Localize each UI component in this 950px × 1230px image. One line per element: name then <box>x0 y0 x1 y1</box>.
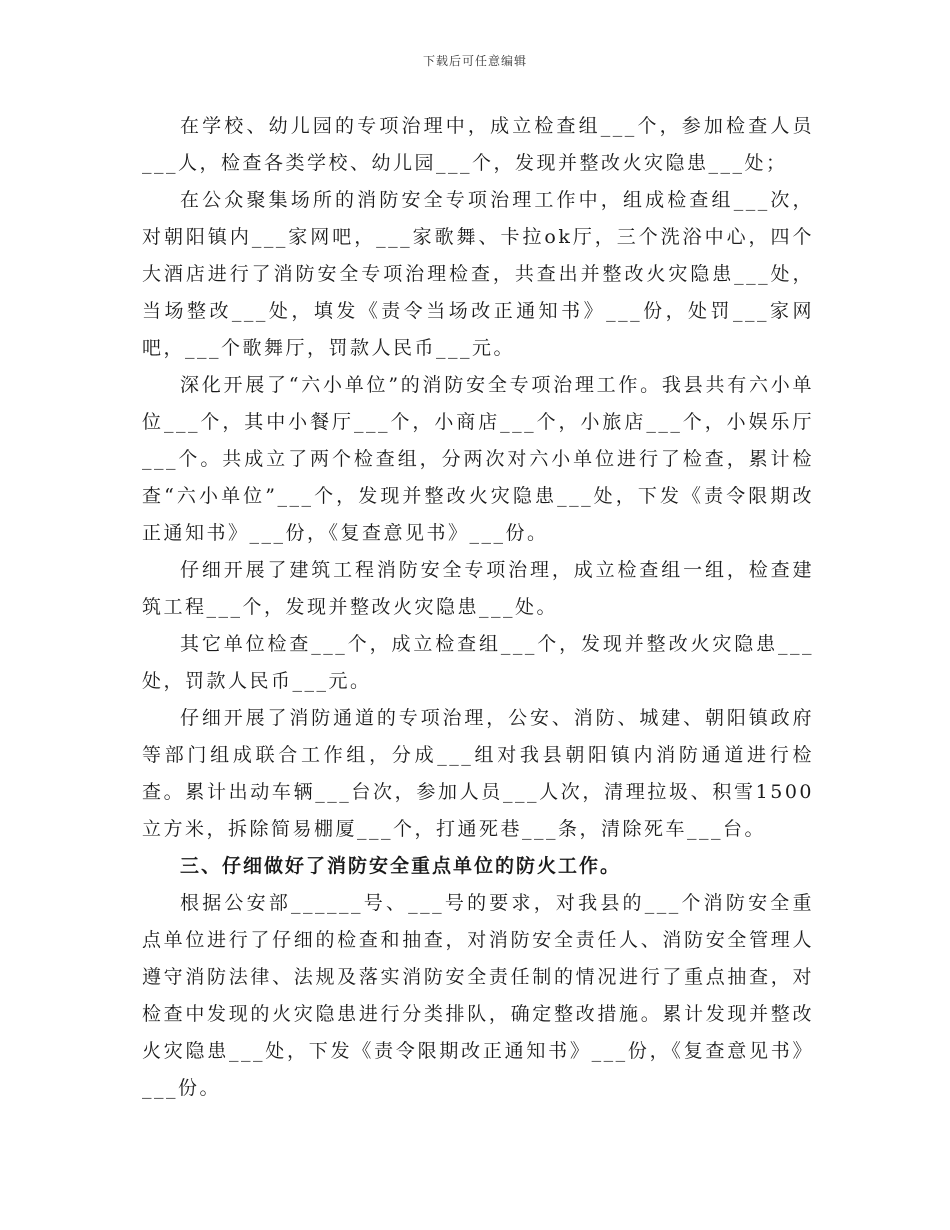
document-body <box>142 108 814 1107</box>
page-header: 下载后可任意编辑 <box>422 54 527 68</box>
paragraph-key-units: 根据公安部______号、___号的要求，对我县的___个消防安全重点单位进行了仔细的检查和抽查，对消防安全责任人、消防安全管理人遵守消防法律、法规及落实消防安全责任制的情况进行了重点抽查，对检查中发现的火灾隐患进行分类排队，确定整改措施。累计发现并整改火灾隐患___处，下发《责令限期改正通知书》___份，《复查意见书》___份。 <box>142 892 814 1099</box>
section-heading: 三、仔细做好了消防安全重点单位的防火工作。 <box>180 855 622 877</box>
paragraph-construction: 仔细开展了建筑工程消防安全专项治理，成立检查组一组，检查建筑工程___个，发现并整改火灾隐患___处。 <box>142 559 814 618</box>
paragraph-other-units: 其它单位检查___个，成立检查组___个，发现并整改火灾隐患___处，罚款人民币___元。 <box>142 633 814 692</box>
paragraph-fire-lanes: 仔细开展了消防通道的专项治理，公安、消防、城建、朝阳镇政府等部门组成联合工作组，分成___组对我县朝阳镇内消防通道进行检查。累计出动车辆___台次，参加人员___人次，清理拉圾、积雪1500立方米，拆除简易棚厦___个，打通死巷___条，清除死车___台。 <box>142 707 814 840</box>
paragraph-schools: 在学校、幼儿园的专项治理中，成立检查组___个，参加检查人员___人，检查各类学校、幼儿园___个，发现并整改火灾隐患___处； <box>142 115 814 174</box>
paragraph-six-small-units: 深化开展了“六小单位”的消防安全专项治理工作。我县共有六小单位___个，其中小餐厅___个，小商店___个，小旅店___个，小娱乐厅___个。共成立了两个检查组，分两次对六小单位进行了检查，累计检查“六小单位”___个，发现并整改火灾隐患___处，下发《责令限期改正通知书》___份，《复查意见书》___份。 <box>142 374 814 544</box>
paragraph-public-venues: 在公众聚集场所的消防安全专项治理工作中，组成检查组___次，对朝阳镇内___家网吧，___家歌舞、卡拉ok厅，三个洗浴中心，四个大酒店进行了消防安全专项治理检查，共查出并整改火灾隐患___处，当场整改___处，填发《责令当场改正通知书》___份，处罚___家网吧，___个歌舞厅，罚款人民币___元。 <box>142 189 814 359</box>
